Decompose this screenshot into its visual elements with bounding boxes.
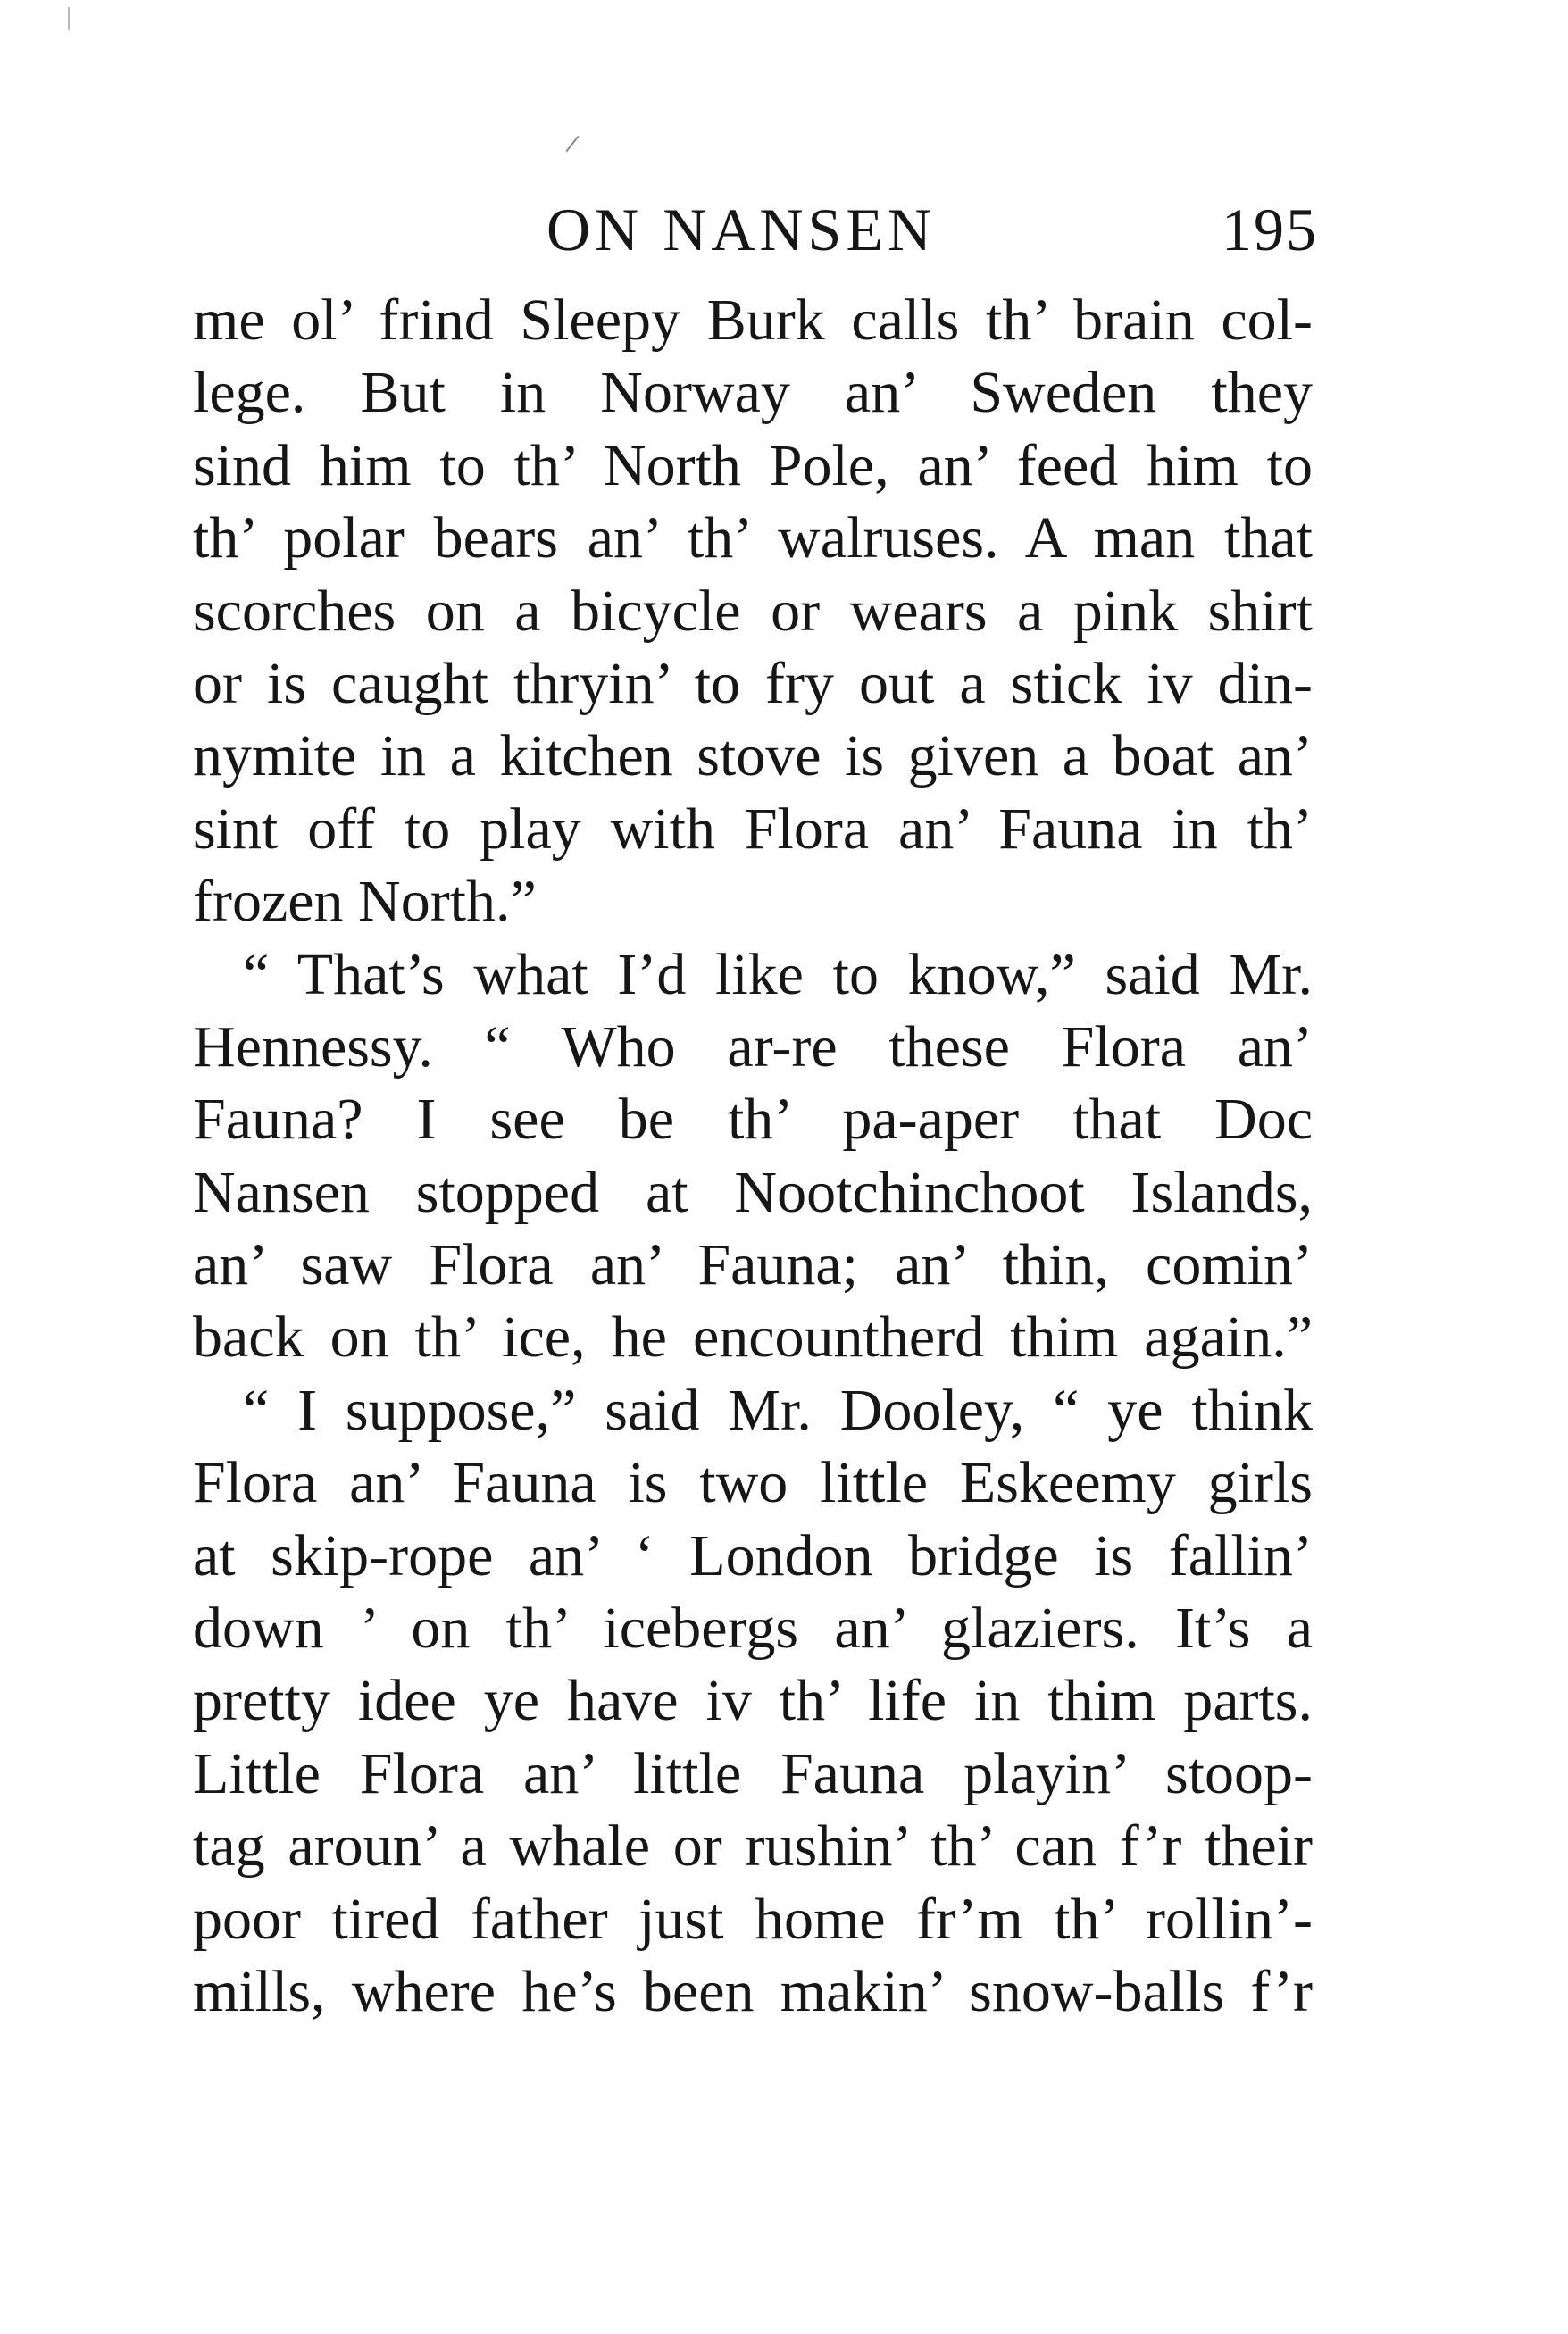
- text-line: Fauna? I see be th’ pa-aper that Doc: [193, 1087, 1313, 1153]
- text-line: frozen North.”: [193, 869, 537, 935]
- text-line: down ’ on th’ icebergs an’ glaziers. It’s a: [193, 1596, 1313, 1662]
- page-number: 195: [1222, 196, 1318, 263]
- text-line: Little Flora an’ little Fauna playin’ stoop-: [193, 1740, 1313, 1806]
- text-line: back on th’ ice, he encountherd thim again.”: [193, 1305, 1313, 1371]
- body-text: [193, 284, 1313, 2028]
- scan-mark: [68, 7, 70, 30]
- text-line: mills, where he’s been makin’ snow-balls f’r: [193, 1958, 1313, 2024]
- text-line: pretty idee ye have iv th’ life in thim parts.: [193, 1668, 1313, 1734]
- text-line: Hennessy. “ Who ar-re these Flora an’: [193, 1013, 1313, 1079]
- text-line: me ol’ frind Sleepy Burk calls th’ brain col-: [193, 288, 1313, 353]
- text-line: Flora an’ Fauna is two little Eskeemy girls: [193, 1450, 1313, 1516]
- text-line: scorches on a bicycle or wears a pink shirt: [193, 578, 1313, 644]
- text-line: sind him to th’ North Pole, an’ feed him to: [193, 432, 1313, 498]
- text-line: an’ saw Flora an’ Fauna; an’ thin, comin’: [193, 1232, 1313, 1298]
- text-line: nymite in a kitchen stove is given a boat an’: [193, 723, 1313, 789]
- text-line: Nansen stopped at Nootchinchoot Islands,: [193, 1159, 1313, 1225]
- text-line: at skip-rope an’ ‘ London bridge is fallin’: [193, 1522, 1313, 1588]
- text-line: “ That’s what I’d like to know,” said Mr.: [243, 941, 1313, 1007]
- pencil-mark: [565, 136, 579, 153]
- running-title: ON NANSEN: [546, 196, 936, 263]
- text-line: lege. But in Norway an’ Sweden they: [193, 360, 1313, 426]
- page-header: [0, 189, 1568, 270]
- text-line: poor tired father just home fr’m th’ rollin’-: [193, 1886, 1313, 1952]
- text-line: th’ polar bears an’ th’ walruses. A man that: [193, 505, 1313, 571]
- text-line: or is caught thryin’ to fry out a stick iv din-: [193, 650, 1313, 716]
- text-line: sint off to play with Flora an’ Fauna in th’: [193, 796, 1313, 862]
- text-line: “ I suppose,” said Mr. Dooley, “ ye think: [243, 1377, 1313, 1443]
- text-line: tag aroun’ a whale or rushin’ th’ can f’r their: [193, 1813, 1313, 1880]
